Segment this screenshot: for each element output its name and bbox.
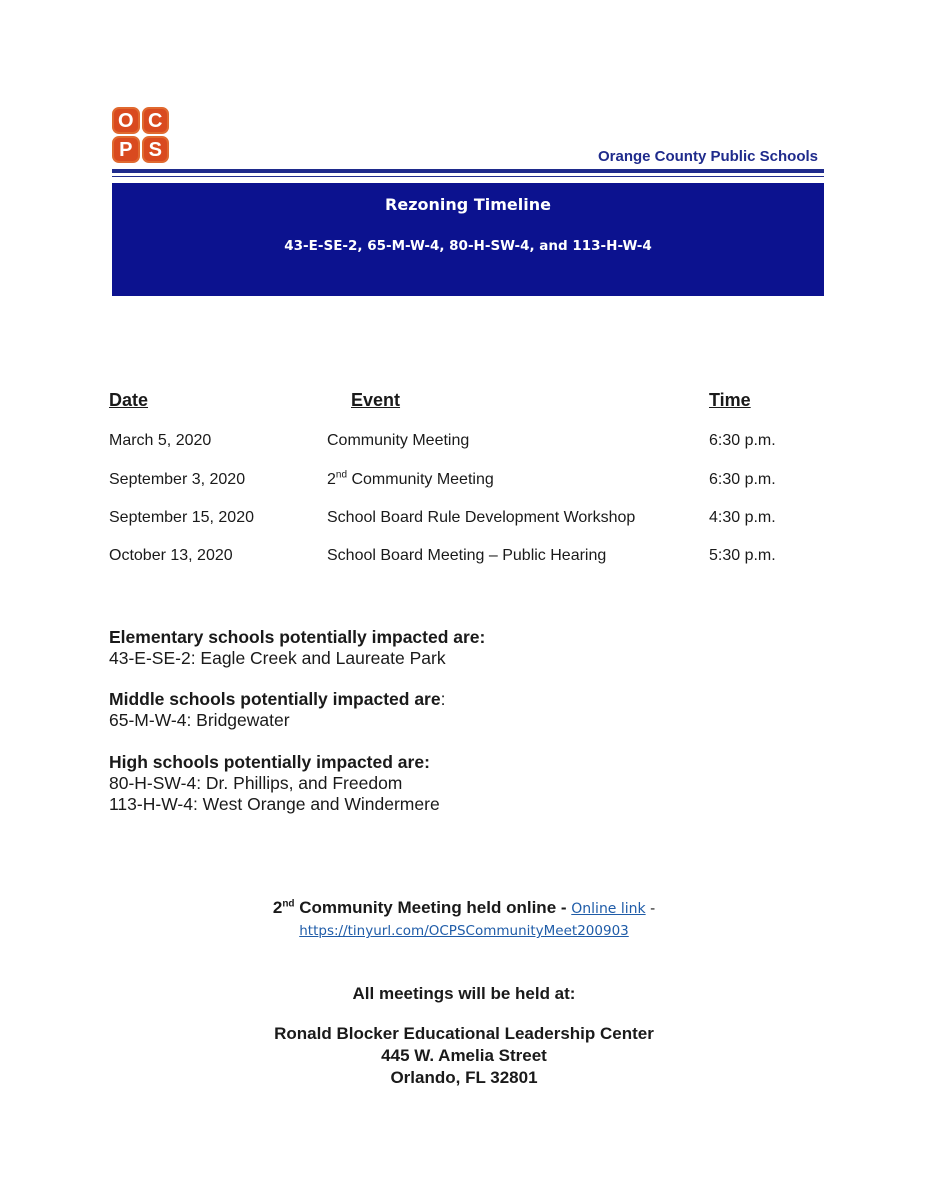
row-time: 4:30 p.m. [709, 509, 776, 526]
online-text: Community Meeting held online - [294, 898, 572, 917]
middle-zone-block [109, 689, 445, 731]
row-date: March 5, 2020 [109, 432, 212, 449]
zone-line: 65-M-W-4: Bridgewater [109, 710, 290, 730]
logo-letter: C [148, 109, 163, 132]
banner-title: Rezoning Timeline [385, 195, 551, 214]
row-event [327, 509, 635, 527]
online-ordinal-suffix: nd [282, 898, 295, 910]
title-banner [112, 183, 824, 296]
row-date: September 15, 2020 [109, 509, 254, 526]
venue-name: Ronald Blocker Educational Leadership Center [274, 1024, 654, 1043]
row-event [327, 471, 494, 489]
org-name: Orange County Public Schools [597, 148, 818, 165]
meeting-url-link[interactable]: https://tinyurl.com/OCPSCommunityMeet200903 [299, 923, 629, 939]
online-meeting-note [0, 898, 928, 918]
column-header-event: Event [351, 390, 401, 410]
elementary-heading: Elementary schools potentially impacted are: [109, 627, 486, 647]
row-time: 5:30 p.m. [709, 547, 776, 564]
header-rule [112, 169, 824, 173]
banner-subtitle: 43-E-SE-2, 65-M-W-4, 80-H-SW-4, and 113-H-W-4 [284, 238, 652, 254]
venue-address [0, 1023, 928, 1089]
middle-heading [109, 689, 445, 710]
venue-street: 445 W. Amelia Street [381, 1046, 547, 1065]
logo-letter: S [148, 138, 162, 161]
zone-line: 113-H-W-4: West Orange and Windermere [109, 794, 440, 814]
row-event-ordinal: 2 [327, 471, 336, 488]
online-trail: - [645, 901, 656, 917]
row-event-label: School Board Meeting – Public Hearing [327, 547, 607, 564]
row-date: October 13, 2020 [109, 547, 233, 564]
row-time: 6:30 p.m. [709, 432, 776, 449]
zone-line: 43-E-SE-2: Eagle Creek and Laureate Park [109, 648, 446, 668]
row-date: September 3, 2020 [109, 471, 246, 488]
zone-line: 80-H-SW-4: Dr. Phillips, and Freedom [109, 773, 403, 793]
online-link[interactable]: Online link [571, 901, 646, 917]
middle-heading-colon: : [440, 689, 446, 709]
logo-tile-c [142, 107, 170, 134]
column-header-date: Date [109, 390, 149, 410]
middle-heading-text: Middle schools potentially impacted are [109, 689, 441, 709]
logo-letter: P [119, 138, 133, 161]
row-event-ordinal-suffix: nd [335, 469, 348, 481]
url-row [0, 922, 928, 940]
high-zone-block [109, 752, 440, 815]
logo-letter: O [117, 109, 134, 132]
high-heading: High schools potentially impacted are: [109, 752, 430, 772]
row-event-label: School Board Rule Development Workshop [327, 509, 636, 526]
venue-city: Orlando, FL 32801 [390, 1068, 538, 1087]
logo-tile-s [142, 136, 170, 163]
header-rule-thin [112, 176, 824, 177]
row-event [327, 432, 469, 450]
logo-tile-o [112, 107, 140, 134]
row-event-label: Community Meeting [327, 432, 470, 449]
ocps-logo [112, 107, 169, 163]
venue-intro: All meetings will be held at: [352, 984, 576, 1003]
row-event-label: Community Meeting [347, 471, 494, 488]
row-event [327, 547, 606, 565]
row-time: 6:30 p.m. [709, 471, 776, 488]
logo-tile-p [112, 136, 140, 163]
column-header-time: Time [709, 390, 751, 410]
online-ordinal: 2 [272, 898, 283, 917]
elementary-zone-block [109, 627, 485, 669]
